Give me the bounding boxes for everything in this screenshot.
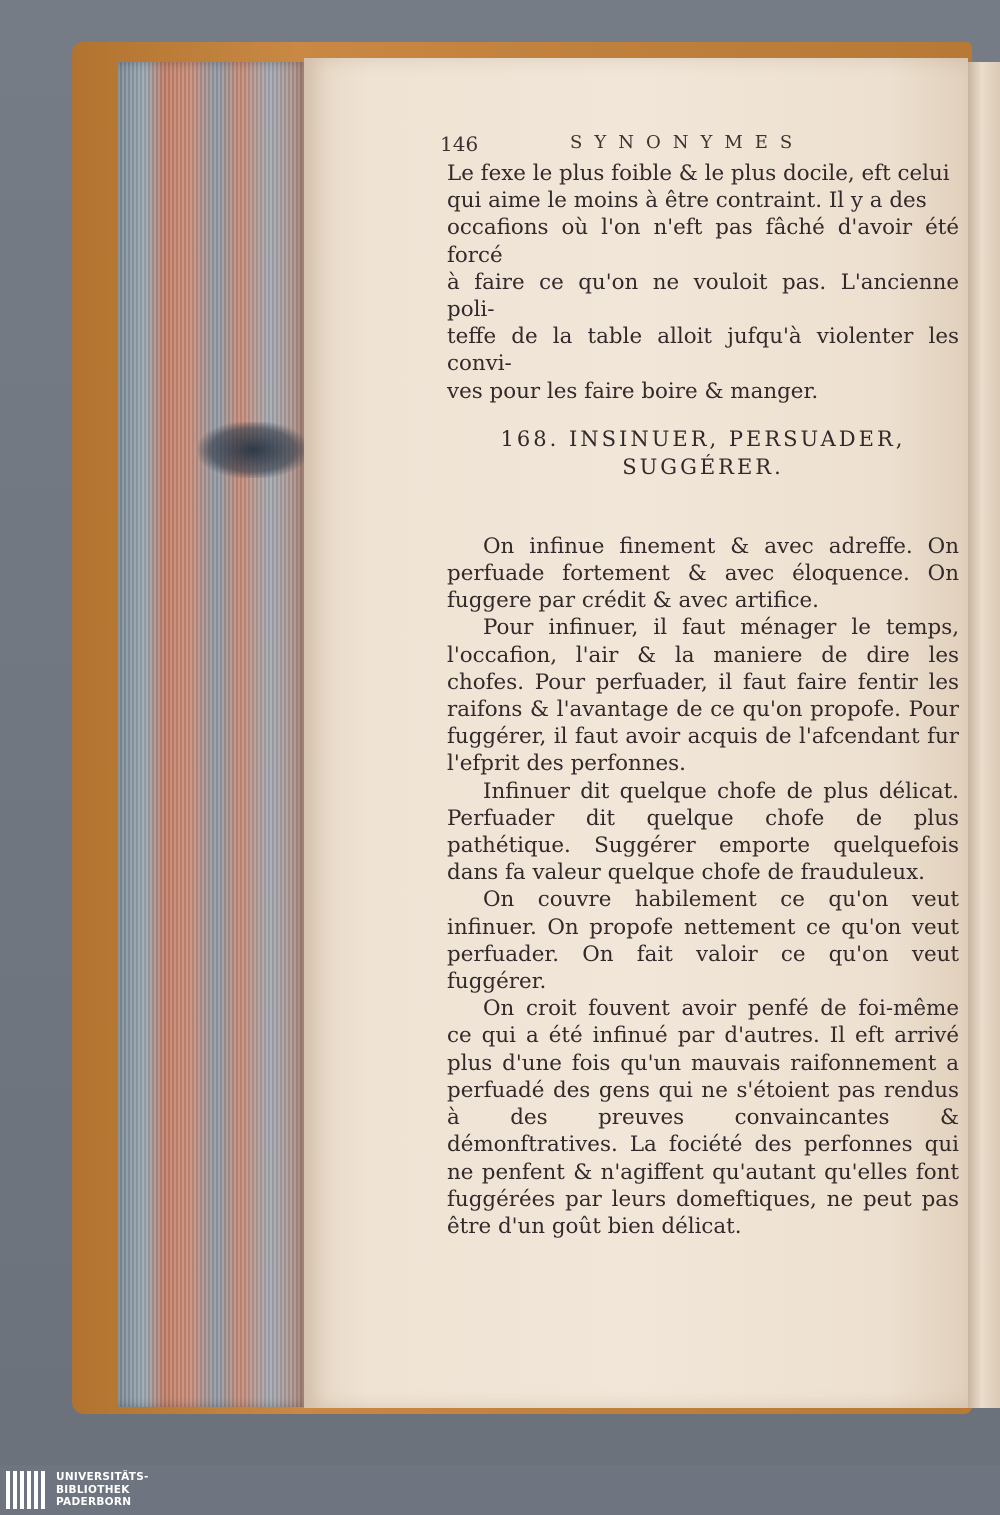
logo-line: UNIVERSITÄTS-: [56, 1471, 149, 1483]
library-footer: [0, 1465, 1000, 1515]
library-logo-text: [56, 1471, 149, 1509]
running-title: SYNONYMES: [570, 132, 805, 153]
logo-line: BIBLIOTHEK: [56, 1483, 130, 1496]
facing-page-edge: [966, 62, 1000, 1408]
paragraph: On infinue finement & avec adreffe. On perfuade fortement & avec éloquence. On fuggere par crédit & avec artifice.: [447, 533, 959, 614]
text-line: ves pour les faire boire & manger.: [447, 378, 819, 404]
section-heading-line1: 168. INSINUER, PERSUADER,: [500, 426, 906, 451]
page-text: [447, 160, 959, 1240]
text-line: à faire ce qu'on ne vouloit pas. L'ancienne poli-: [447, 269, 959, 323]
text-line: teffe de la table alloit jufqu'à violenter les convi-: [447, 324, 959, 377]
text-line: Le fexe le plus foible & le plus docile, eft celui: [447, 161, 950, 186]
running-head: [440, 132, 960, 158]
paragraph: Pour infinuer, il faut ménager le temps, l'occafion, l'air & la maniere de dire les chofes. Pour perfuader, il faut faire fentir les raifons & l'avantage de ce qu'on propofe. Pour fuggérer, il faut avoir acquis de l'afcendant fur l'efprit des perfonnes.: [447, 615, 959, 777]
logo-line: PADERBORN: [56, 1496, 132, 1508]
text-line: qui aime le moins à être contraint. Il y a des: [447, 188, 927, 214]
library-logo-icon: [6, 1471, 46, 1509]
ink-stain: [198, 422, 308, 478]
text-line: occafions où l'on n'eft pas fâché d'avoir été forcé: [447, 215, 959, 268]
paragraph: On croit fouvent avoir penfé de foi-même ce qui a été infinué par d'autres. Il eft arrivé plus d'une fois qu'un mauvais raifonnement a perfuadé des gens qui ne s'étoient pas rendus à des preuves convaincantes & démonftratives. La fociété des perfonnes qui ne penfent & n'agiffent qu'autant qu'elles font fuggérées par leurs domeftiques, ne peut pas être d'un goût bien délicat.: [447, 996, 959, 1239]
section-heading: [447, 425, 959, 481]
page-edges: [118, 62, 308, 1407]
paragraph: Infinuer dit quelque chofe de plus délicat. Perfuader dit quelque chofe de plus pathétique. Suggérer emporte quelquefois dans fa valeur quelque chofe de frauduleux.: [447, 778, 959, 886]
paragraph: On couvre habilement ce qu'on veut infinuer. On propofe nettement ce qu'on veut perfuader. On fait valoir ce qu'on veut fuggérer.: [447, 887, 959, 995]
page-number: 146: [440, 132, 479, 156]
section-heading-line2: SUGGÉRER.: [622, 454, 784, 479]
